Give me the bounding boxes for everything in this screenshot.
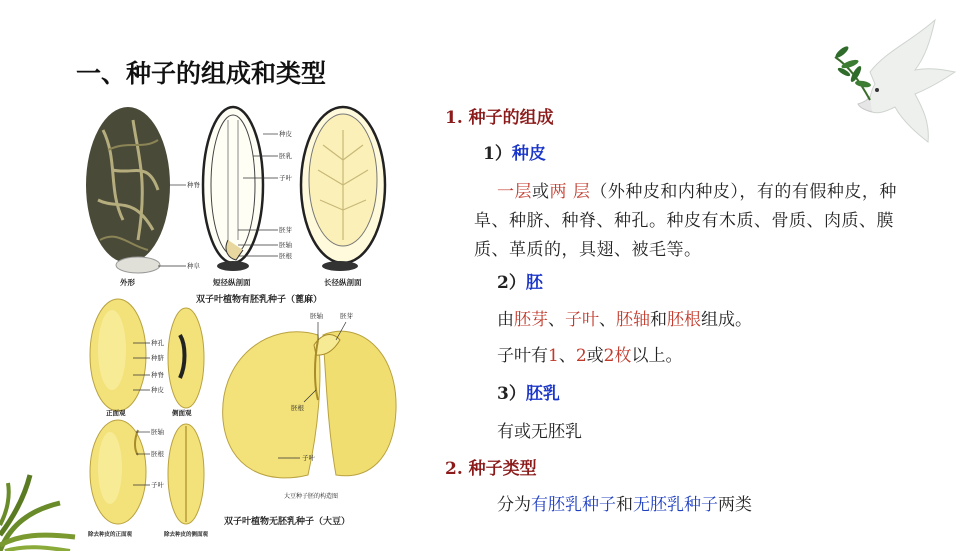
label-zhongkong: 种孔	[151, 339, 164, 347]
label-zhongpi-2: 种皮	[151, 386, 164, 394]
seed-types-paragraph: 分为有胚乳种子和无胚乳种子两类	[497, 495, 752, 515]
seed-coat-paragraph: 一层或两 层（外种皮和内种皮），有的有假种皮，种阜、种脐、种脊、种孔。种皮有木质、骨质、肉质、膜质、革质的，具翅、被毛等。	[474, 182, 897, 260]
dove-image	[830, 12, 960, 147]
label-peizhou: 胚轴	[279, 241, 292, 249]
soybean-no-coat-side	[168, 424, 204, 524]
label-waixing: 外形	[120, 278, 135, 287]
subheading-seed-coat	[483, 140, 546, 168]
label-zhongpi: 种皮	[279, 130, 292, 138]
label-peiya: 胚芽	[279, 226, 292, 234]
label-zhengmianguan: 正面观	[106, 409, 126, 417]
label-peiru: 胚乳	[279, 152, 292, 160]
subheading-endosperm: 3）胚乳	[497, 384, 560, 404]
heading-seed-composition: 1. 种子的组成	[445, 108, 554, 128]
soybean-front-view	[90, 299, 146, 411]
subheading-embryo: 2）胚	[497, 273, 543, 293]
label-qu-zhengmian: 除去种皮的正面观	[88, 532, 133, 538]
label-zhongqi: 种脐	[151, 354, 164, 362]
subheading-number: 1）	[483, 144, 512, 164]
label-zhongji-2: 种脊	[151, 371, 164, 379]
plant-leaves-image	[0, 455, 80, 551]
label-changjing: 长径纵剖面	[324, 278, 362, 287]
label-ziye-3: 子叶	[302, 454, 315, 462]
label-peigen-2: 胚根	[151, 450, 164, 458]
label-peigen-3: 胚根	[291, 404, 304, 412]
castor-caption: 双子叶植物有胚乳种子（蓖麻）	[196, 295, 323, 305]
soybean-side-view	[168, 308, 204, 408]
castor-long-section	[301, 107, 385, 271]
label-ziye-2: 子叶	[151, 481, 164, 489]
label-zhongji: 种脊	[187, 181, 200, 189]
soybean-caption: 双子叶植物无胚乳种子（大豆）	[224, 517, 351, 527]
label-peizhou-3: 胚轴	[310, 312, 323, 320]
embryo-paragraph: 由胚芽、子叶、胚轴和胚根组成。	[497, 310, 752, 330]
castor-seed-exterior	[86, 107, 170, 273]
soy-embryo-caption: 大豆种子胚的构造图	[284, 493, 339, 500]
cotyledon-paragraph: 子叶有1、2或2枚以上。	[497, 346, 683, 366]
page-title: 一、种子的组成和类型	[76, 59, 327, 88]
label-qu-cemian: 除去种皮的侧面观	[164, 532, 209, 538]
seed-structure-figure	[78, 100, 398, 544]
castor-short-section	[203, 107, 263, 271]
label-zhongfu: 种阜	[187, 262, 200, 270]
label-cemianguan: 侧面观	[172, 409, 192, 417]
label-peizhou-2: 胚轴	[151, 428, 164, 436]
label-peigen: 胚根	[279, 252, 292, 260]
endosperm-paragraph: 有或无胚乳	[497, 422, 582, 442]
label-duanjing: 短径纵剖面	[213, 278, 251, 287]
label-peiya-3: 胚芽	[340, 312, 353, 320]
label-ziye: 子叶	[279, 174, 292, 182]
subheading-title: 种皮	[511, 144, 546, 164]
heading-seed-types: 2. 种子类型	[445, 459, 537, 479]
soybean-no-coat-front	[90, 420, 146, 524]
